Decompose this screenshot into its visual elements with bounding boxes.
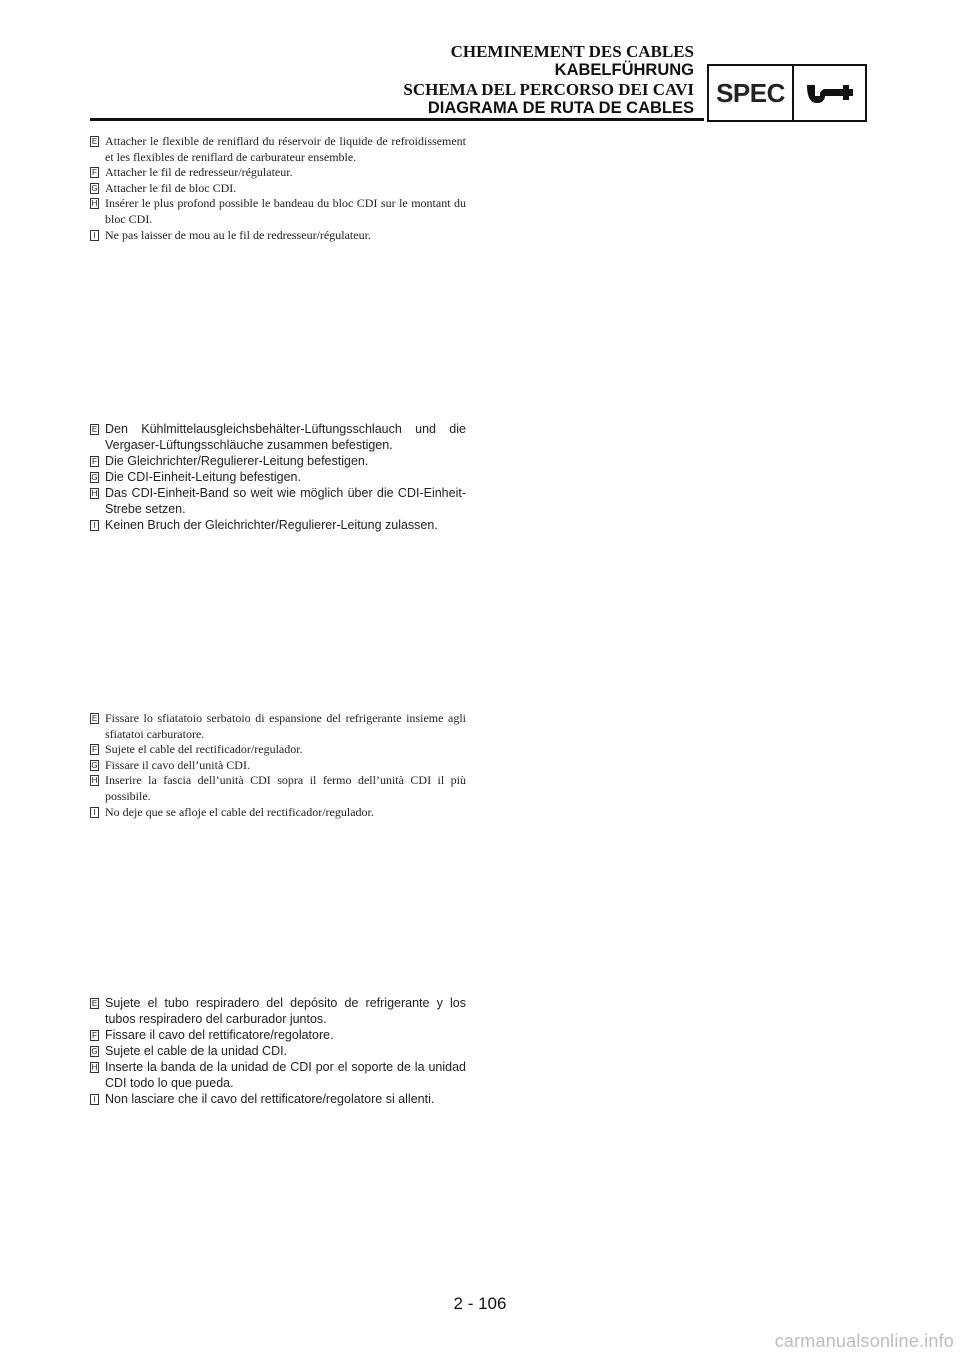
- list-item: [90, 165, 466, 181]
- list-item: [90, 134, 466, 165]
- item-marker: I: [90, 230, 99, 241]
- list-item: [90, 758, 466, 774]
- item-marker: F: [90, 1030, 99, 1041]
- list-item: [90, 517, 466, 533]
- list-item: [90, 485, 466, 517]
- item-text: Fissare lo sfiatatoio serbatoio di espansione del refrigerante insieme agli sfiatatoi carburatore.: [105, 711, 466, 741]
- header-rule: [90, 118, 704, 121]
- list-item: [90, 711, 466, 742]
- header-titles: [403, 42, 694, 118]
- title-fr: CHEMINEMENT DES CABLES: [450, 42, 694, 61]
- list-item: [90, 1027, 466, 1043]
- item-text: Insérer le plus profond possible le bandeau du bloc CDI sur le montant du bloc CDI.: [105, 196, 466, 226]
- title-de: KABELFÜHRUNG: [554, 61, 694, 79]
- list-item: [90, 742, 466, 758]
- title-it: SCHEMA DEL PERCORSO DEI CAVI: [403, 80, 694, 99]
- item-marker: F: [90, 167, 99, 178]
- list-item: [90, 181, 466, 197]
- spec-badge: [707, 64, 867, 122]
- list-item: [90, 995, 466, 1027]
- item-marker: F: [90, 456, 99, 467]
- list-item: [90, 1043, 466, 1059]
- item-marker: F: [90, 744, 99, 755]
- list-item: [90, 469, 466, 485]
- spec-label: SPEC: [709, 66, 794, 120]
- item-text: Attacher le fil de redresseur/régulateur.: [105, 165, 293, 180]
- list-item: [90, 421, 466, 453]
- item-text: Keinen Bruch der Gleichrichter/Regulierer-Leitung zulassen.: [105, 518, 438, 532]
- item-text: Den Kühlmittelausgleichsbehälter-Lüftungsschlauch und die Vergaser-Lüftungsschläuche zusammen befestigen.: [105, 422, 466, 452]
- item-marker: E: [91, 137, 98, 146]
- item-text: Sujete el tubo respiradero del depósito de refrigerante y los tubos respiradero del carburador juntos.: [105, 996, 466, 1026]
- item-marker: I: [90, 1094, 99, 1105]
- item-marker: G: [91, 1047, 98, 1056]
- list-item: [90, 1091, 466, 1107]
- item-marker: H: [91, 1063, 98, 1072]
- section-es: [90, 995, 466, 1107]
- item-marker: I: [90, 520, 99, 531]
- item-marker: G: [91, 183, 98, 193]
- list-item: [90, 453, 466, 469]
- page-number: 2 - 106: [453, 1294, 507, 1313]
- item-text: No deje que se afloje el cable del rectificador/regulador.: [105, 804, 374, 819]
- item-text: Non lasciare che il cavo del rettificatore/regolatore si allenti.: [105, 1092, 435, 1106]
- item-text: Die Gleichrichter/Regulierer-Leitung befestigen.: [105, 454, 369, 468]
- list-item: [90, 1059, 466, 1091]
- section-de: [90, 421, 466, 533]
- item-marker: I: [90, 807, 99, 818]
- item-text: Sujete el cable del rectificador/regulador.: [105, 742, 303, 757]
- title-es: DIAGRAMA DE RUTA DE CABLES: [427, 99, 694, 117]
- item-marker: H: [91, 199, 98, 209]
- item-text: Inserire la fascia dell’unità CDI sopra il fermo dell’unità CDI il più possibile.: [105, 773, 466, 803]
- item-marker: E: [91, 425, 98, 434]
- section-it: [90, 711, 466, 820]
- item-text: Das CDI-Einheit-Band so weit wie möglich über die CDI-Einheit-Strebe setzen.: [105, 486, 466, 516]
- item-text: Sujete el cable de la unidad CDI.: [105, 1044, 288, 1058]
- item-marker: G: [91, 760, 98, 770]
- item-marker: G: [91, 473, 98, 482]
- item-text: Inserte la banda de la unidad de CDI por el soporte de la unidad CDI todo lo que pueda.: [105, 1060, 466, 1090]
- wrench-icon: [794, 66, 865, 120]
- item-text: Die CDI-Einheit-Leitung befestigen.: [105, 470, 301, 484]
- list-item: [90, 773, 466, 804]
- list-item: [90, 805, 466, 821]
- item-marker: E: [91, 714, 98, 723]
- section-fr: [90, 134, 466, 243]
- item-text: Fissare il cavo dell’unità CDI.: [105, 757, 250, 772]
- watermark: carmanualsonline.info: [774, 1331, 954, 1351]
- item-text: Attacher le flexible de reniflard du réservoir de liquide de refroidissement et les flexibles de reniflard de carburateur ensemble.: [105, 134, 466, 164]
- item-marker: E: [91, 999, 98, 1008]
- list-item: [90, 196, 466, 227]
- item-marker: H: [91, 776, 98, 786]
- item-text: Fissare il cavo del rettificatore/regolatore.: [105, 1028, 334, 1042]
- item-text: Ne pas laisser de mou au le fil de redresseur/régulateur.: [105, 227, 371, 242]
- list-item: [90, 228, 466, 244]
- item-text: Attacher le fil de bloc CDI.: [105, 180, 237, 195]
- item-marker: H: [91, 489, 98, 498]
